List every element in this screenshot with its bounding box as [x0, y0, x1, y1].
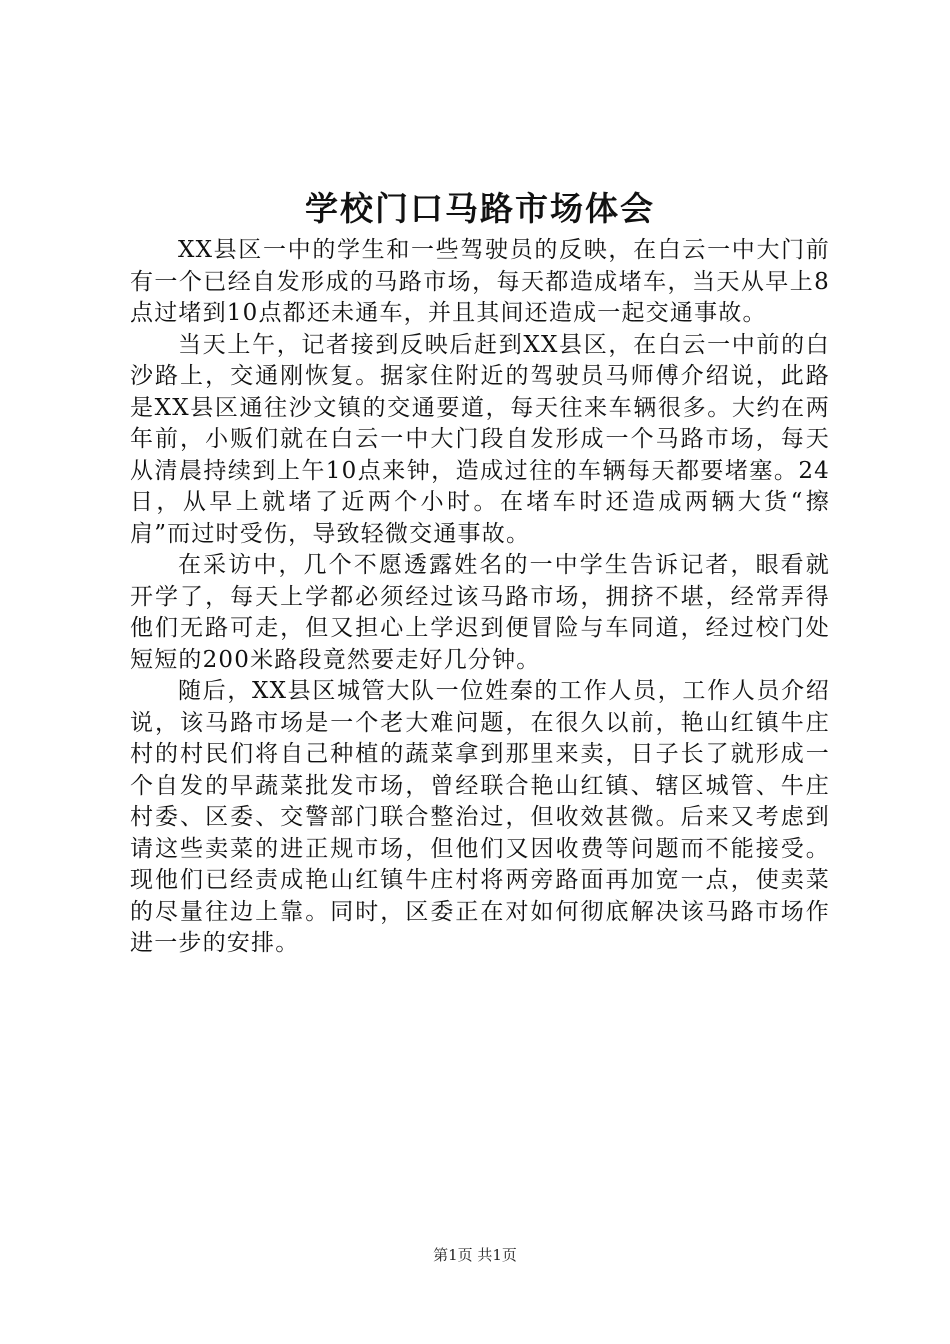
paragraph-1: XX县区一中的学生和一些驾驶员的反映，在白云一中大门前有一个已经自发形成的马路市场，每天都造成堵车，当天从早上8点过堵到10点都还未通车，并且其间还造成一起交通事故。	[130, 237, 830, 326]
document-body	[130, 235, 830, 960]
page-number-footer: 第1页 共1页	[433, 1246, 517, 1264]
document-title: 学校门口马路市场体会	[305, 189, 655, 228]
paragraph-2: 当天上午，记者接到反映后赶到XX县区，在白云一中前的白沙路上，交通刚恢复。据家住附近的驾驶员马师傅介绍说，此路是XX县区通往沙文镇的交通要道，每天往来车辆很多。大约在两年前，小贩们就在白云一中大门段自发形成一个马路市场，每天从清晨持续到上午10点来钟，造成过往的车辆每天都要堵塞。24日，从早上就堵了近两个小时。在堵车时还造成两辆大货“擦肩”而过时受伤，导致轻微交通事故。	[130, 331, 830, 547]
paragraph-3: 在采访中，几个不愿透露姓名的一中学生告诉记者，眼看就开学了，每天上学都必须经过该马路市场，拥挤不堪，经常弄得他们无路可走，但又担心上学迟到便冒险与车同道，经过校门处短短的200米路段竟然要走好几分钟。	[130, 552, 830, 673]
paragraph-4: 随后，XX县区城管大队一位姓秦的工作人员，工作人员介绍说，该马路市场是一个老大难问题，在很久以前，艳山红镇牛庄村的村民们将自己种植的蔬菜拿到那里来卖，日子长了就形成一个自发的早蔬菜批发市场，曾经联合艳山红镇、辖区城管、牛庄村委、区委、交警部门联合整治过，但收效甚微。后来又考虑到请这些卖菜的进正规市场，但他们又因收费等问题而不能接受。现他们已经责成艳山红镇牛庄村将两旁路面再加宽一点，使卖菜的尽量往边上靠。同时，区委正在对如何彻底解决该马路市场作进一步的安排。	[130, 678, 830, 956]
